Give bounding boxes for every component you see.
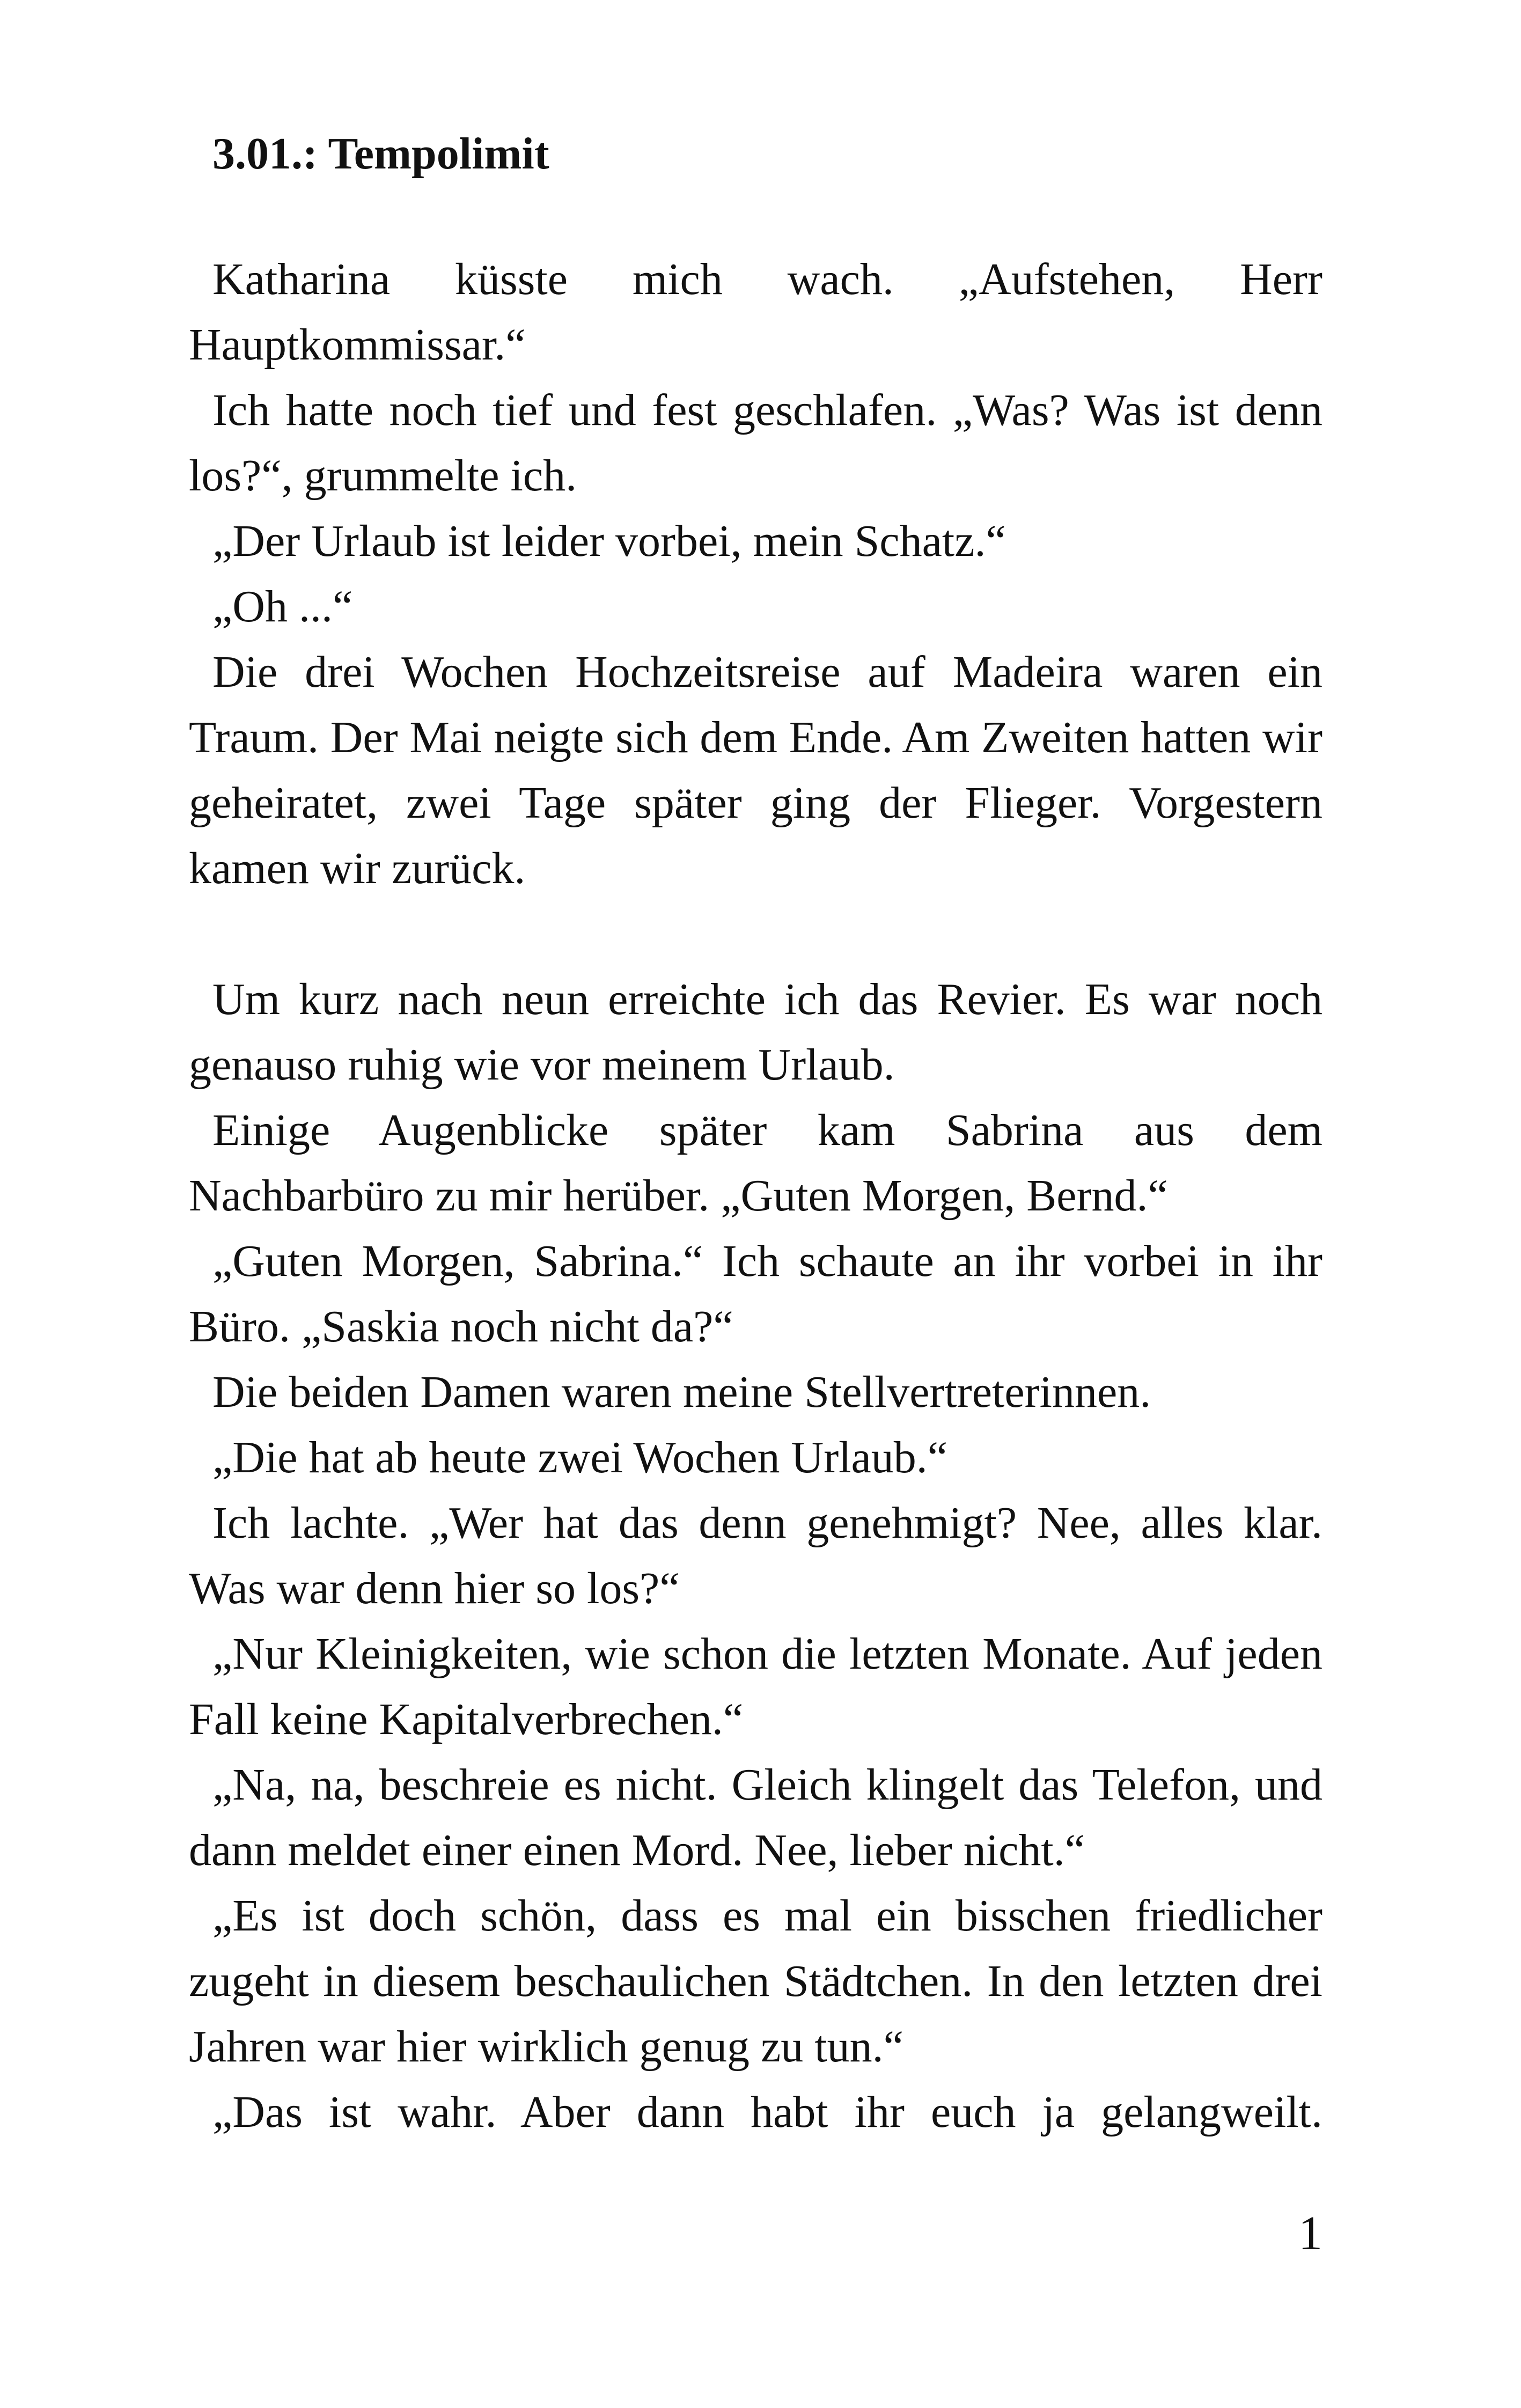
paragraph: Katharina küsste mich wach. „Aufstehen, Herr Hauptkommissar.“ xyxy=(189,254,1322,370)
chapter-title: 3.01.: Tempolimit xyxy=(212,129,549,179)
paragraph: „Es ist doch schön, dass es mal ein bisschen friedlicher zugeht in diesem beschaulichen Städtchen. In den letzten drei Jahren war hier wirklich genug zu tun.“ xyxy=(189,1891,1322,2072)
paragraph: „Die hat ab heute zwei Wochen Urlaub.“ xyxy=(212,1433,948,1482)
body-text xyxy=(189,247,1322,2145)
page-number: 1 xyxy=(1298,2207,1322,2260)
scene-break xyxy=(189,901,1322,967)
paragraph: Ich hatte noch tief und fest geschlafen. „Was? Was ist denn los?“, grummelte ich. xyxy=(189,385,1322,501)
paragraph: Einige Augenblicke später kam Sabrina aus dem Nachbarbüro zu mir herüber. „Guten Morgen, Bernd.“ xyxy=(189,1105,1322,1221)
paragraph: Die beiden Damen waren meine Stellvertreterinnen. xyxy=(212,1367,1151,1417)
paragraph: Ich lachte. „Wer hat das denn genehmigt? Nee, alles klar. Was war denn hier so los?“ xyxy=(189,1498,1322,1613)
paragraph: „Guten Morgen, Sabrina.“ Ich schaute an ihr vorbei in ihr Büro. „Saskia noch nicht da?“ xyxy=(189,1236,1322,1352)
paragraph: Um kurz nach neun erreichte ich das Revier. Es war noch genauso ruhig wie vor meinem Urlaub. xyxy=(189,974,1322,1090)
paragraph: „Nur Kleinigkeiten, wie schon die letzten Monate. Auf jeden Fall keine Kapitalverbrechen.“ xyxy=(189,1629,1322,1744)
book-page xyxy=(189,0,1322,2408)
paragraph: „Der Urlaub ist leider vorbei, mein Schatz.“ xyxy=(212,516,1006,566)
paragraph: Die drei Wochen Hochzeitsreise auf Madeira waren ein Traum. Der Mai neigte sich dem Ende. Am Zweiten hatten wir geheiratet, zwei Tage später ging der Flieger. Vorgestern kamen wir zurück. xyxy=(189,647,1322,893)
paragraph: „Das ist wahr. Aber dann habt ihr euch ja gelangweilt. xyxy=(212,2087,1322,2137)
paragraph: „Na, na, beschreie es nicht. Gleich klingelt das Telefon, und dann meldet einer einen Mord. Nee, lieber nicht.“ xyxy=(189,1760,1322,1875)
paragraph: „Oh ...“ xyxy=(212,582,353,632)
